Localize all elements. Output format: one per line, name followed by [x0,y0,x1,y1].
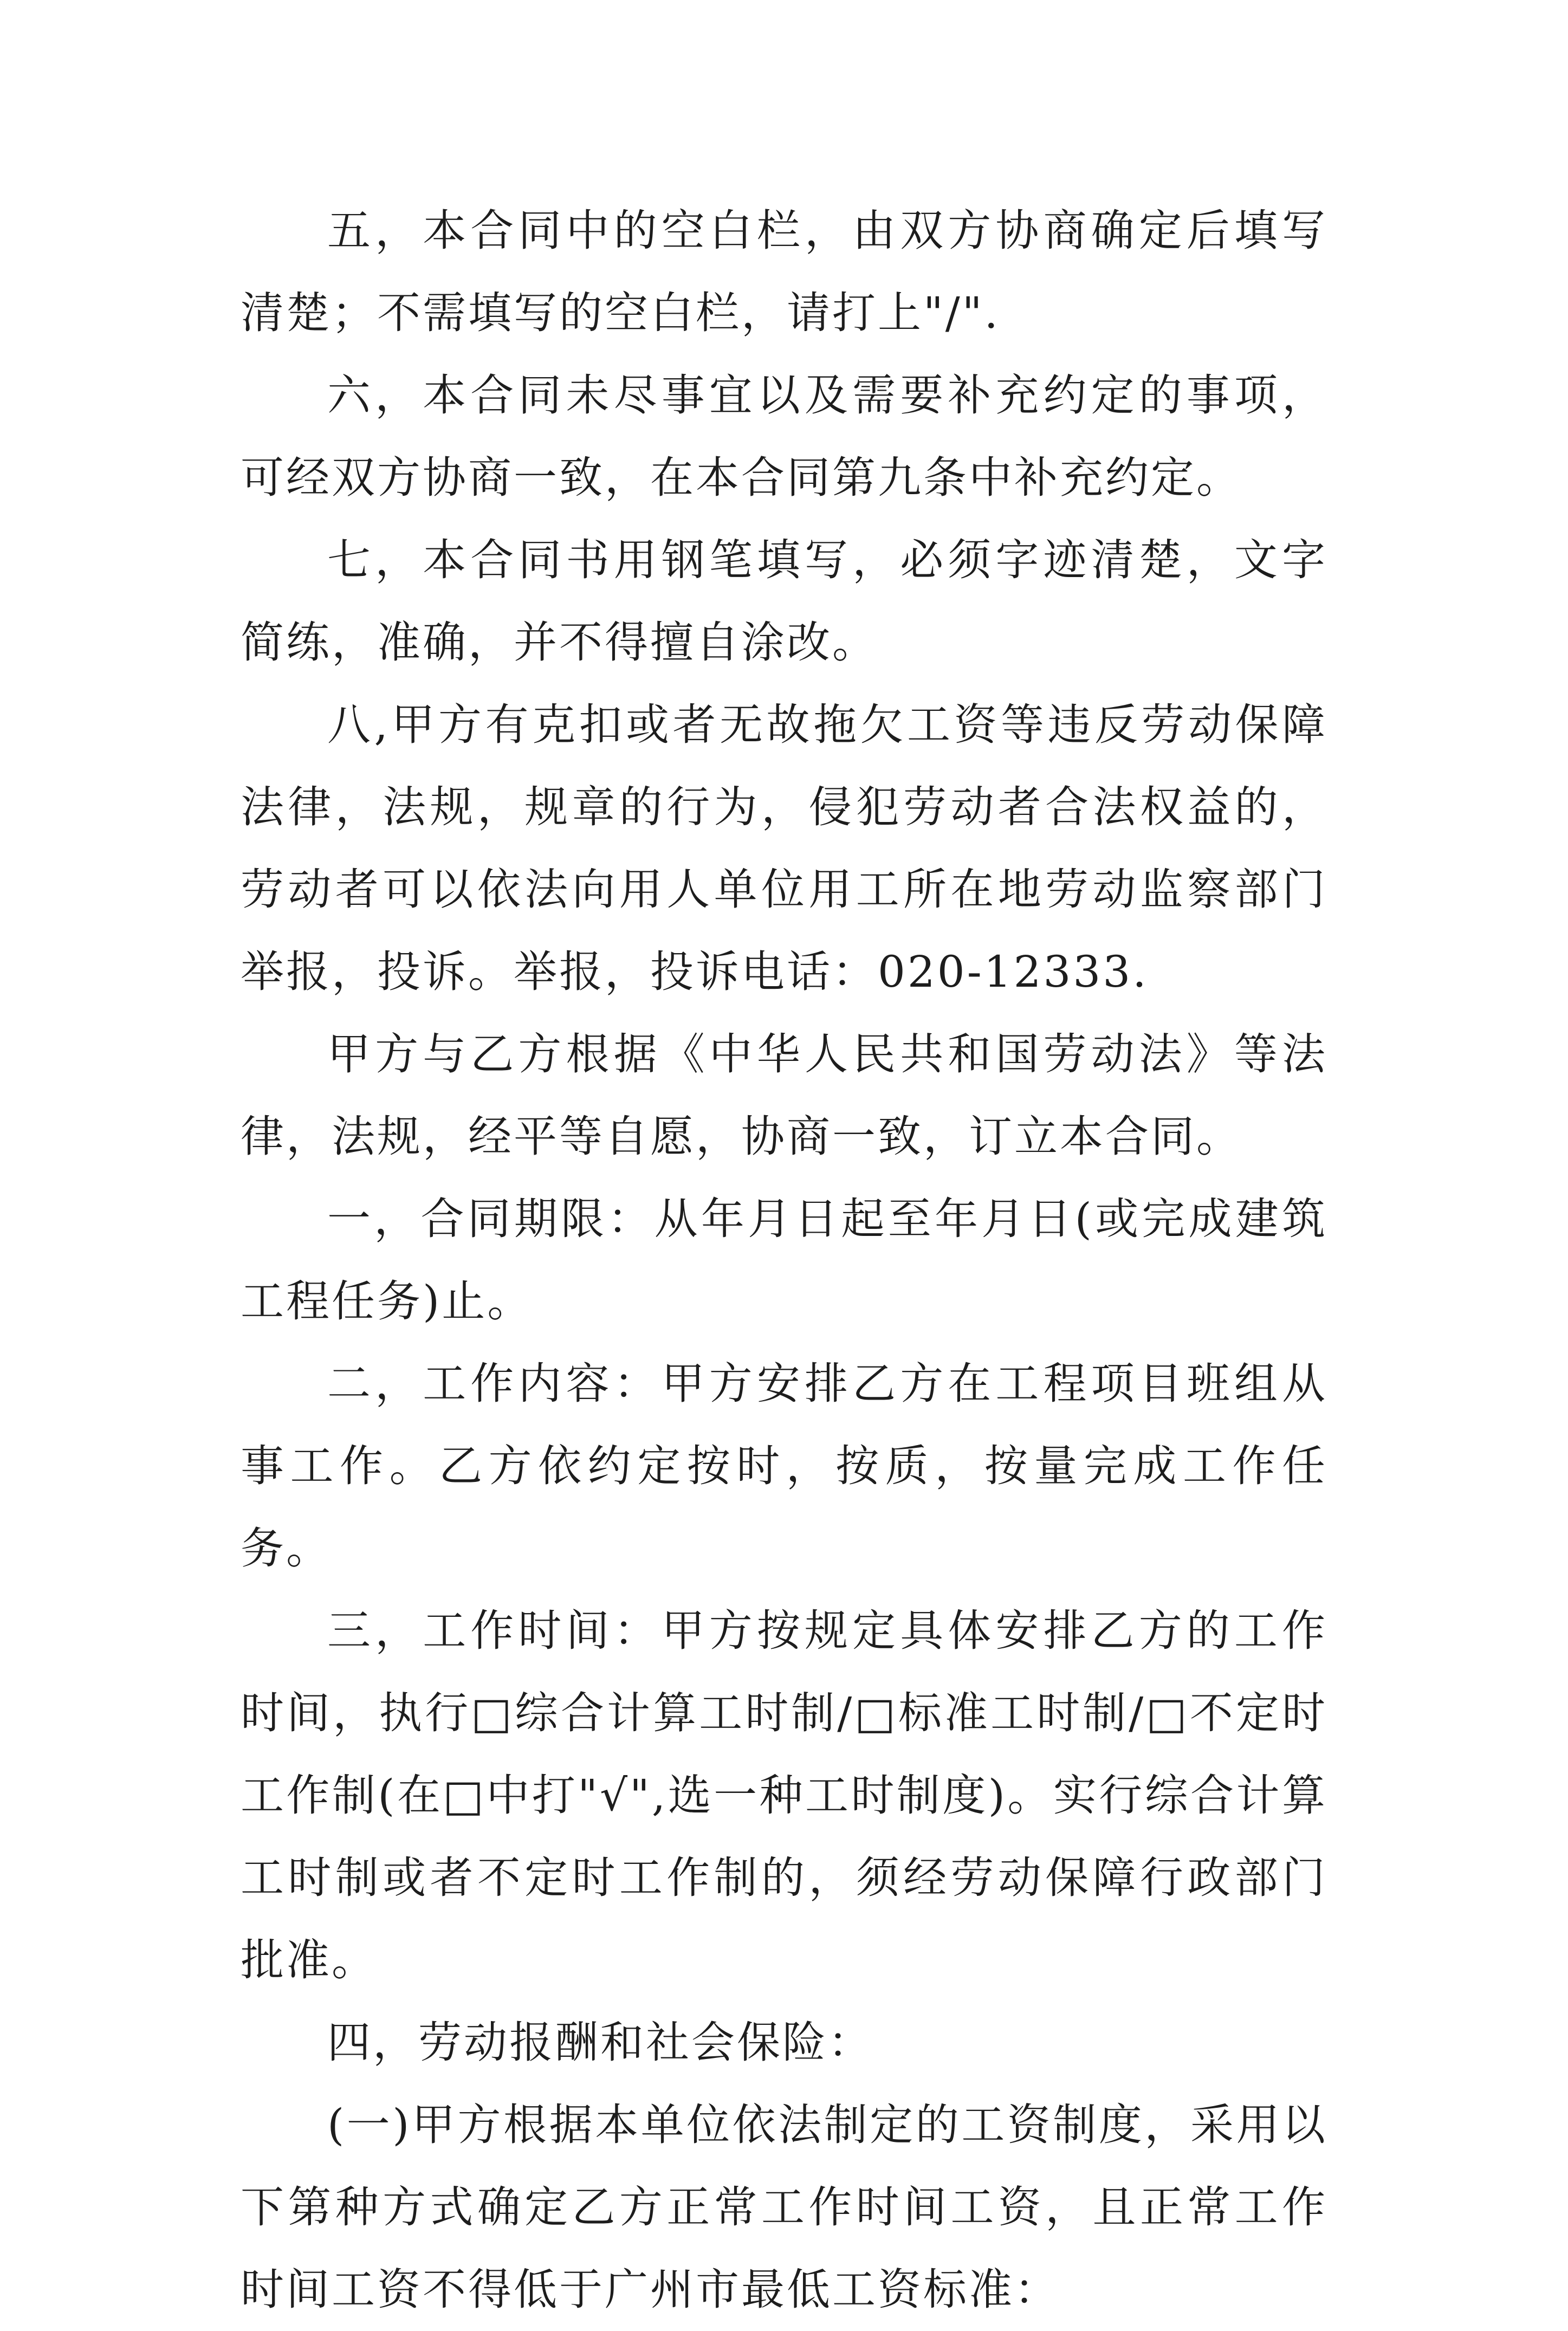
paragraph-clause-8: 八,甲方有克扣或者无故拖欠工资等违反劳动保障法律，法规，规章的行为，侵犯劳动者合法权益的，劳动者可以依法向用人单位用工所在地劳动监察部门举报，投诉。举报，投诉电话：020-12333. [241,700,1327,997]
paragraph-wage-method: (一)甲方根据本单位依法制定的工资制度，采用以下第种方式确定乙方正常工作时间工资，且正常工作时间工资不得低于广州市最低工资标准： [241,2100,1327,2315]
paragraph-working-hours: 三，工作时间：甲方按规定具体安排乙方的工作时间，执行□综合计算工时制/□标准工时制/□不定时工作制(在□中打"√",选一种工时制度)。实行综合计算工时制或者不定时工作制的，须经劳动保障行政部门批准。 [241,1605,1327,1985]
paragraph-clause-6: 六，本合同未尽事宜以及需要补充约定的事项，可经双方协商一致，在本合同第九条中补充约定。 [241,370,1327,503]
paragraph-clause-5: 五，本合同中的空白栏，由双方协商确定后填写清楚；不需填写的空白栏，请打上"/". [241,205,1327,338]
document-body [241,190,1327,2331]
paragraph-contract-term: 一，合同期限：从年月日起至年月日(或完成建筑工程任务)止。 [241,1194,1327,1326]
paragraph-work-content: 二，工作内容：甲方安排乙方在工程项目班组从事工作。乙方依约定按时，按质，按量完成工作任务。 [241,1358,1327,1574]
paragraph-contract-preamble: 甲方与乙方根据《中华人民共和国劳动法》等法律，法规，经平等自愿，协商一致，订立本合同。 [241,1029,1327,1162]
paragraph-clause-7: 七，本合同书用钢笔填写，必须字迹清楚，文字简练，准确，并不得擅自涂改。 [241,535,1327,668]
paragraph-remuneration-heading: 四，劳动报酬和社会保险： [327,2017,873,2068]
